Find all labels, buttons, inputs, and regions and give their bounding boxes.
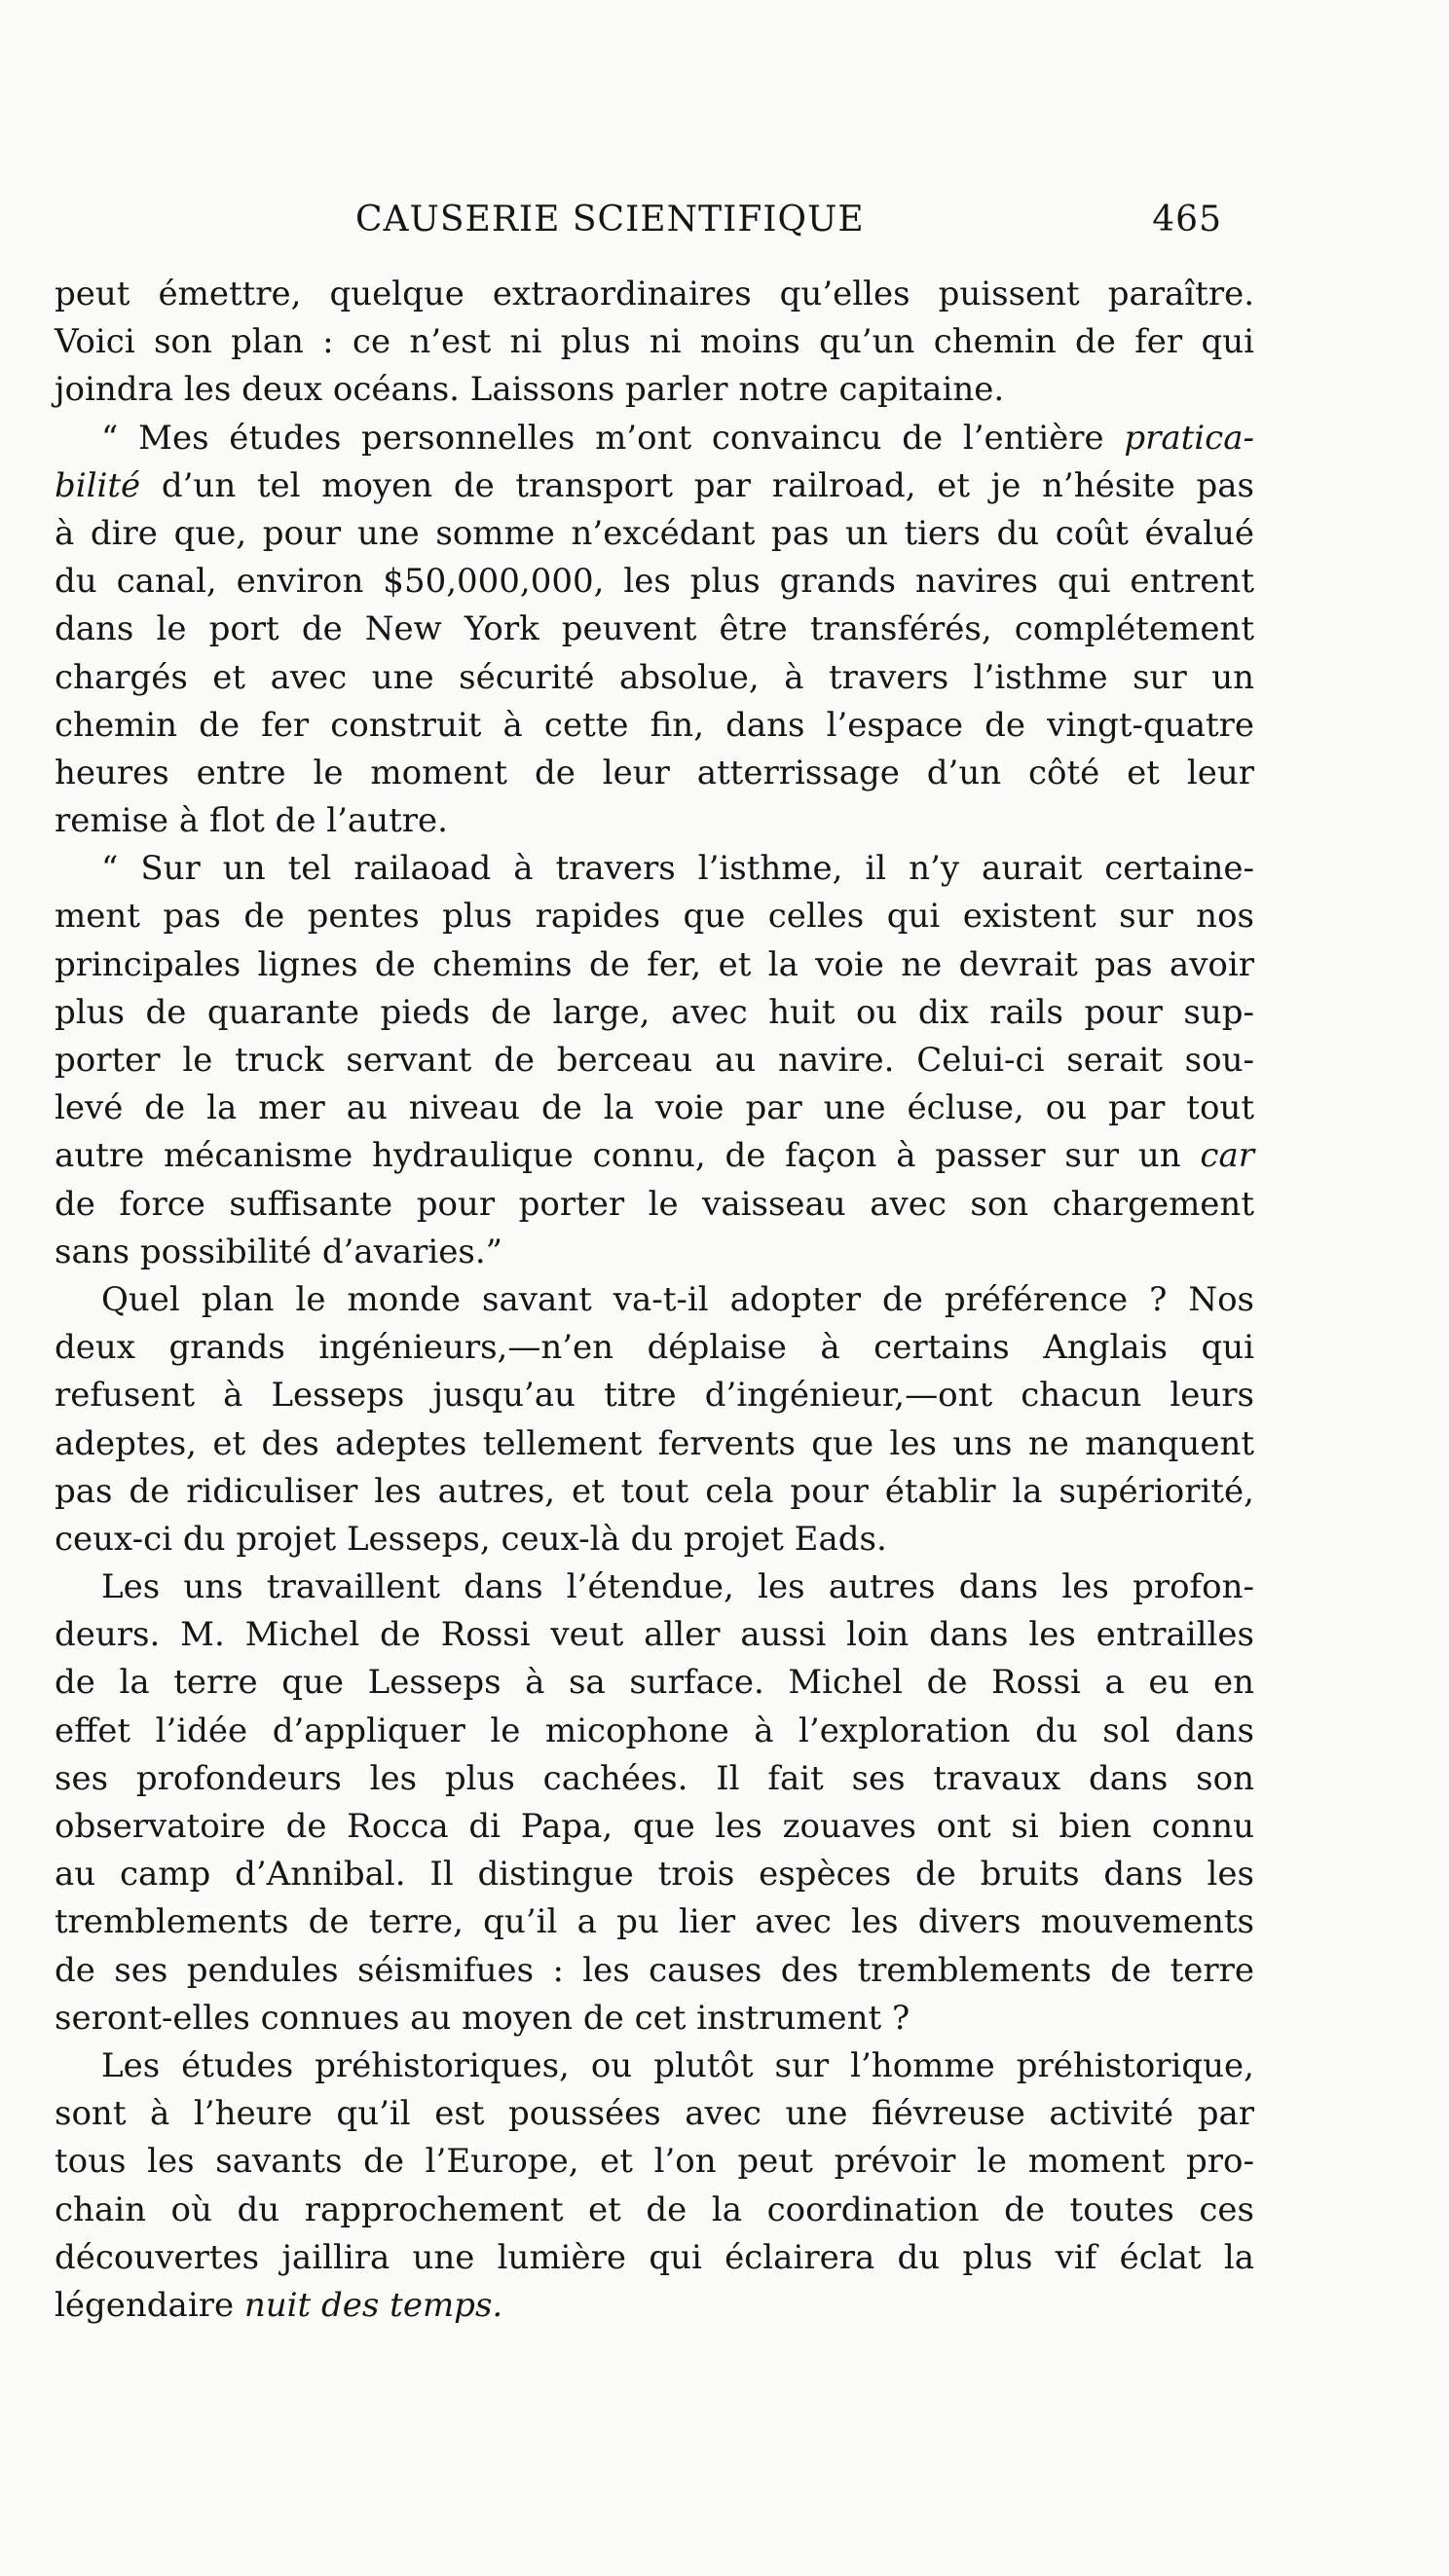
text-segment: d’un tel moyen de transport par railroad, et je n’hésite pas (140, 465, 1254, 505)
text-line (55, 606, 1254, 653)
running-header (355, 193, 1222, 247)
text-segment: observatoire de Rocca di Papa, que les zouaves ont si bien connu (55, 1807, 1254, 1846)
text-segment: tous les savants de l’Europe, et l’on peut prévoir le moment pro- (55, 2142, 1254, 2182)
text-segment: ceux-ci du projet Lesseps, ceux-là du projet Eads. (55, 1519, 887, 1559)
text-line (55, 941, 1254, 989)
text-segment: “ Sur un tel railaoad à travers l’isthme, il n’y aurait certaine- (101, 849, 1254, 889)
text-line (55, 366, 1254, 414)
page-number: 465 (1152, 200, 1222, 239)
text-segment: dans le port de New York peuvent être transférés, complétement (55, 609, 1254, 649)
text-line (55, 2090, 1254, 2138)
text-line (55, 2138, 1254, 2186)
text-segment: effet l’idée d’appliquer le micophone à l’exploration du sol dans (55, 1711, 1254, 1750)
text-line (55, 2042, 1254, 2090)
text-line (55, 318, 1254, 366)
text-line (55, 1995, 1254, 2042)
italic-text: nuit des temps. (243, 2285, 503, 2325)
text-line (55, 271, 1254, 318)
text-segment: adeptes, et des adeptes tellement fervents que les uns ne manquent (55, 1423, 1254, 1463)
text-line (55, 558, 1254, 606)
text-segment: de la terre que Lesseps à sa surface. Michel de Rossi a eu en (55, 1663, 1254, 1703)
text-line (55, 1755, 1254, 1803)
running-title: CAUSERIE SCIENTIFIQUE (355, 200, 865, 239)
text-segment: chain où du rapprochement et de la coordination de toutes ces (55, 2190, 1254, 2229)
text-segment: autre mécanisme hydraulique connu, de façon à passer sur un (55, 1136, 1201, 1176)
text-line (55, 797, 1254, 845)
text-segment: remise à flot de l’autre. (55, 801, 448, 841)
text-segment: deux grands ingénieurs,—n’en déplaise à certains Anglais qui (55, 1328, 1254, 1368)
text-segment: de force suffisante pour porter le vaisseau avec son chargement (55, 1184, 1254, 1224)
text-line (55, 1372, 1254, 1419)
text-line (55, 1132, 1254, 1180)
text-segment: du canal, environ $50,000,000, les plus grands navires qui entrent (55, 562, 1254, 602)
text-segment: de ses pendules séismifues : les causes des tremblements de terre (55, 1950, 1254, 1990)
text-segment: au camp d’Annibal. Il distingue trois espèces de bruits dans les (55, 1855, 1254, 1895)
text-line (55, 893, 1254, 940)
text-line (55, 702, 1254, 750)
text-line (55, 1851, 1254, 1898)
text-line (55, 1659, 1254, 1707)
text-line (55, 415, 1254, 462)
text-line (55, 1516, 1254, 1564)
text-line (55, 2282, 1254, 2330)
text-line (55, 1708, 1254, 1755)
text-segment: Les uns travaillent dans l’étendue, les autres dans les profon- (101, 1567, 1254, 1607)
text-segment: levé de la mer au niveau de la voie par une écluse, ou par tout (55, 1088, 1254, 1128)
text-segment: joindra les deux océans. Laissons parler notre capitaine. (55, 370, 1005, 410)
text-line (55, 1085, 1254, 1132)
text-segment: peut émettre, quelque extraordinaires qu’elles puissent paraître. (55, 275, 1254, 313)
text-segment: “ Mes études personnelles m’ont convaincu de l’entière (101, 418, 1125, 458)
text-segment: ses profondeurs les plus cachées. Il fait ses travaux dans son (55, 1758, 1254, 1798)
text-line (55, 845, 1254, 893)
text-segment: principales lignes de chemins de fer, et la voie ne devrait pas avoir (55, 944, 1254, 984)
text-line (55, 1181, 1254, 1229)
text-segment: Quel plan le monde savant va-t-il adopter de préférence ? Nos (101, 1279, 1254, 1319)
text-segment: seront-elles connues au moyen de cet instrument ? (55, 1998, 910, 2038)
text-line (55, 1898, 1254, 1946)
text-line (55, 1564, 1254, 1611)
text-segment: Voici son plan : ce n’est ni plus ni moins qu’un chemin de fer qui (55, 322, 1254, 362)
text-line (55, 654, 1254, 702)
text-segment: Les études préhistoriques, ou plutôt sur l’homme préhistorique, (101, 2045, 1254, 2085)
text-line (55, 2234, 1254, 2282)
text-segment: sont à l’heure qu’il est poussées avec une fiévreuse activité par (55, 2094, 1254, 2134)
text-line (55, 1276, 1254, 1324)
italic-text: bilité (55, 465, 141, 505)
text-line (55, 1324, 1254, 1372)
body-text (55, 271, 1254, 2330)
text-segment: chargés et avec une sécurité absolue, à travers l’isthme sur un (55, 657, 1254, 697)
text-segment: deurs. M. Michel de Rossi veut aller aussi loin dans les entrailles (55, 1615, 1254, 1655)
text-segment: refusent à Lesseps jusqu’au titre d’ingénieur,—ont chacun leurs (55, 1376, 1254, 1416)
text-line (55, 2187, 1254, 2234)
text-segment: pas de ridiculiser les autres, et tout cela pour établir la supériorité, (55, 1471, 1254, 1511)
text-segment: chemin de fer construit à cette fin, dans l’espace de vingt-quatre (55, 705, 1254, 745)
text-segment: porter le truck servant de berceau au navire. Celui-ci serait sou- (55, 1041, 1254, 1080)
text-line (55, 1468, 1254, 1516)
text-line (55, 1611, 1254, 1659)
text-line (55, 1420, 1254, 1468)
text-segment: tremblements de terre, qu’il a pu lier avec les divers mouvements (55, 1902, 1254, 1942)
text-line (55, 1947, 1254, 1995)
text-segment: heures entre le moment de leur atterrissage d’un côté et leur (55, 753, 1254, 792)
text-line (55, 510, 1254, 558)
text-segment: plus de quarante pieds de large, avec huit ou dix rails pour sup- (55, 992, 1254, 1032)
text-line (55, 1229, 1254, 1276)
text-segment: légendaire (55, 2285, 244, 2325)
text-segment: à dire que, pour une somme n’excédant pas un tiers du coût évalué (55, 513, 1254, 553)
text-line (55, 1037, 1254, 1085)
text-line (55, 989, 1254, 1037)
italic-text: car (1200, 1136, 1254, 1176)
text-segment: sans possibilité d’avaries.” (55, 1232, 503, 1271)
text-segment: découvertes jaillira une lumière qui éclairera du plus vif éclat la (55, 2237, 1254, 2277)
text-segment: ment pas de pentes plus rapides que celles qui existent sur nos (55, 897, 1254, 937)
italic-text: pratica- (1124, 418, 1254, 458)
text-line (55, 462, 1254, 510)
text-line (55, 750, 1254, 797)
text-line (55, 1803, 1254, 1851)
